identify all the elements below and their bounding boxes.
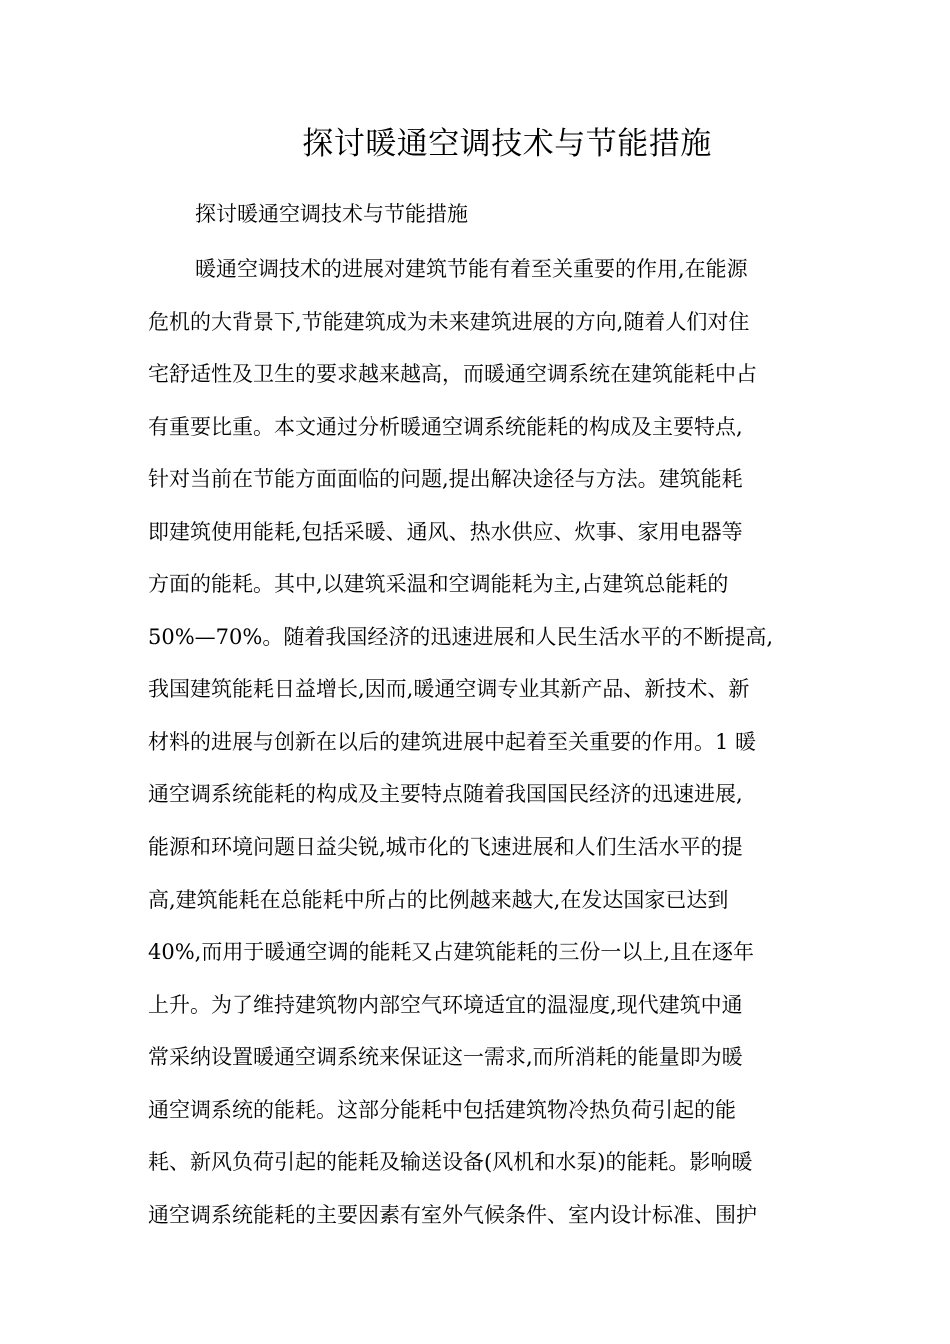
paragraph-line: [0, 1037, 950, 1090]
paragraph-line: [0, 617, 950, 670]
paragraph-line: [0, 512, 950, 565]
line-text: 通空调系统能耗的主要因素有室外气候条件、室内设计标准、围护: [148, 1202, 757, 1227]
line-text: 耗、新风负荷引起的能耗及输送设备(风机和水泵)的能耗。影响暖: [148, 1150, 753, 1175]
line-text: 我国建筑能耗日益增长,因而,暖通空调专业其新产品、新技术、新: [148, 677, 750, 702]
line-text: 有重要比重。本文通过分析暖通空调系统能耗的构成及主要特点,: [148, 414, 743, 439]
document-subtitle: 探讨暖通空调技术与节能措施: [195, 202, 468, 226]
line-text: 上升。为了维持建筑物内部空气环境适宜的温湿度,现代建筑中通: [148, 992, 743, 1017]
line-text: 方面的能耗。其中,以建筑采温和空调能耗为主,占建筑总能耗的: [148, 572, 729, 597]
line-text: 即建筑使用能耗,包括采暖、通风、热水供应、炊事、家用电器等: [148, 519, 743, 544]
paragraph-line: [0, 302, 950, 355]
paragraph-line: [0, 880, 950, 933]
line-text: 材料的进展与创新在以后的建筑进展中起着至关重要的作用。1 暖: [148, 729, 757, 754]
paragraph-line: [0, 985, 950, 1038]
paragraph-line: [0, 1090, 950, 1143]
line-text: 40%,而用于暖通空调的能耗又占建筑能耗的三份一以上,且在逐年: [148, 940, 755, 965]
paragraph-line: [0, 722, 950, 775]
paragraph-line: [0, 774, 950, 827]
paragraph-line: [0, 249, 950, 302]
body-paragraph: [0, 249, 950, 1247]
paragraph-line: [0, 932, 950, 985]
paragraph-line: [0, 669, 950, 722]
line-text: 暖通空调技术的进展对建筑节能有着至关重要的作用,在能源: [195, 257, 748, 281]
paragraph-line: [0, 459, 950, 512]
paragraph-line: [0, 827, 950, 880]
line-text: 通空调系统能耗的构成及主要特点随着我国国民经济的迅速进展,: [148, 782, 743, 807]
line-text: 常采纳设置暖通空调系统来保证这一需求,而所消耗的能量即为暖: [148, 1045, 743, 1070]
line-text: 50%—70%。随着我国经济的迅速进展和人民生活水平的不断提高,: [148, 624, 774, 649]
line-text: 宅舒适性及卫生的要求越来越高，而暖通空调系统在建筑能耗中占: [148, 362, 757, 387]
paragraph-line: [0, 407, 950, 460]
line-text: 通空调系统的能耗。这部分能耗中包括建筑物冷热负荷引起的能: [148, 1097, 736, 1122]
line-text: 能源和环境问题日益尖锐,城市化的飞速进展和人们生活水平的提: [148, 835, 743, 860]
line-text: 高,建筑能耗在总能耗中所占的比例越来越大,在发达国家已达到: [148, 887, 729, 912]
paragraph-line: [0, 564, 950, 617]
paragraph-line: [0, 1195, 950, 1248]
line-text: 针对当前在节能方面面临的问题,提出解决途径与方法。建筑能耗: [148, 467, 743, 492]
paragraph-line: [0, 354, 950, 407]
paragraph-line: [0, 1142, 950, 1195]
document-title: 探讨暖通空调技术与节能措施: [302, 126, 712, 162]
line-text: 危机的大背景下,节能建筑成为未来建筑进展的方向,随着人们对住: [148, 309, 750, 334]
